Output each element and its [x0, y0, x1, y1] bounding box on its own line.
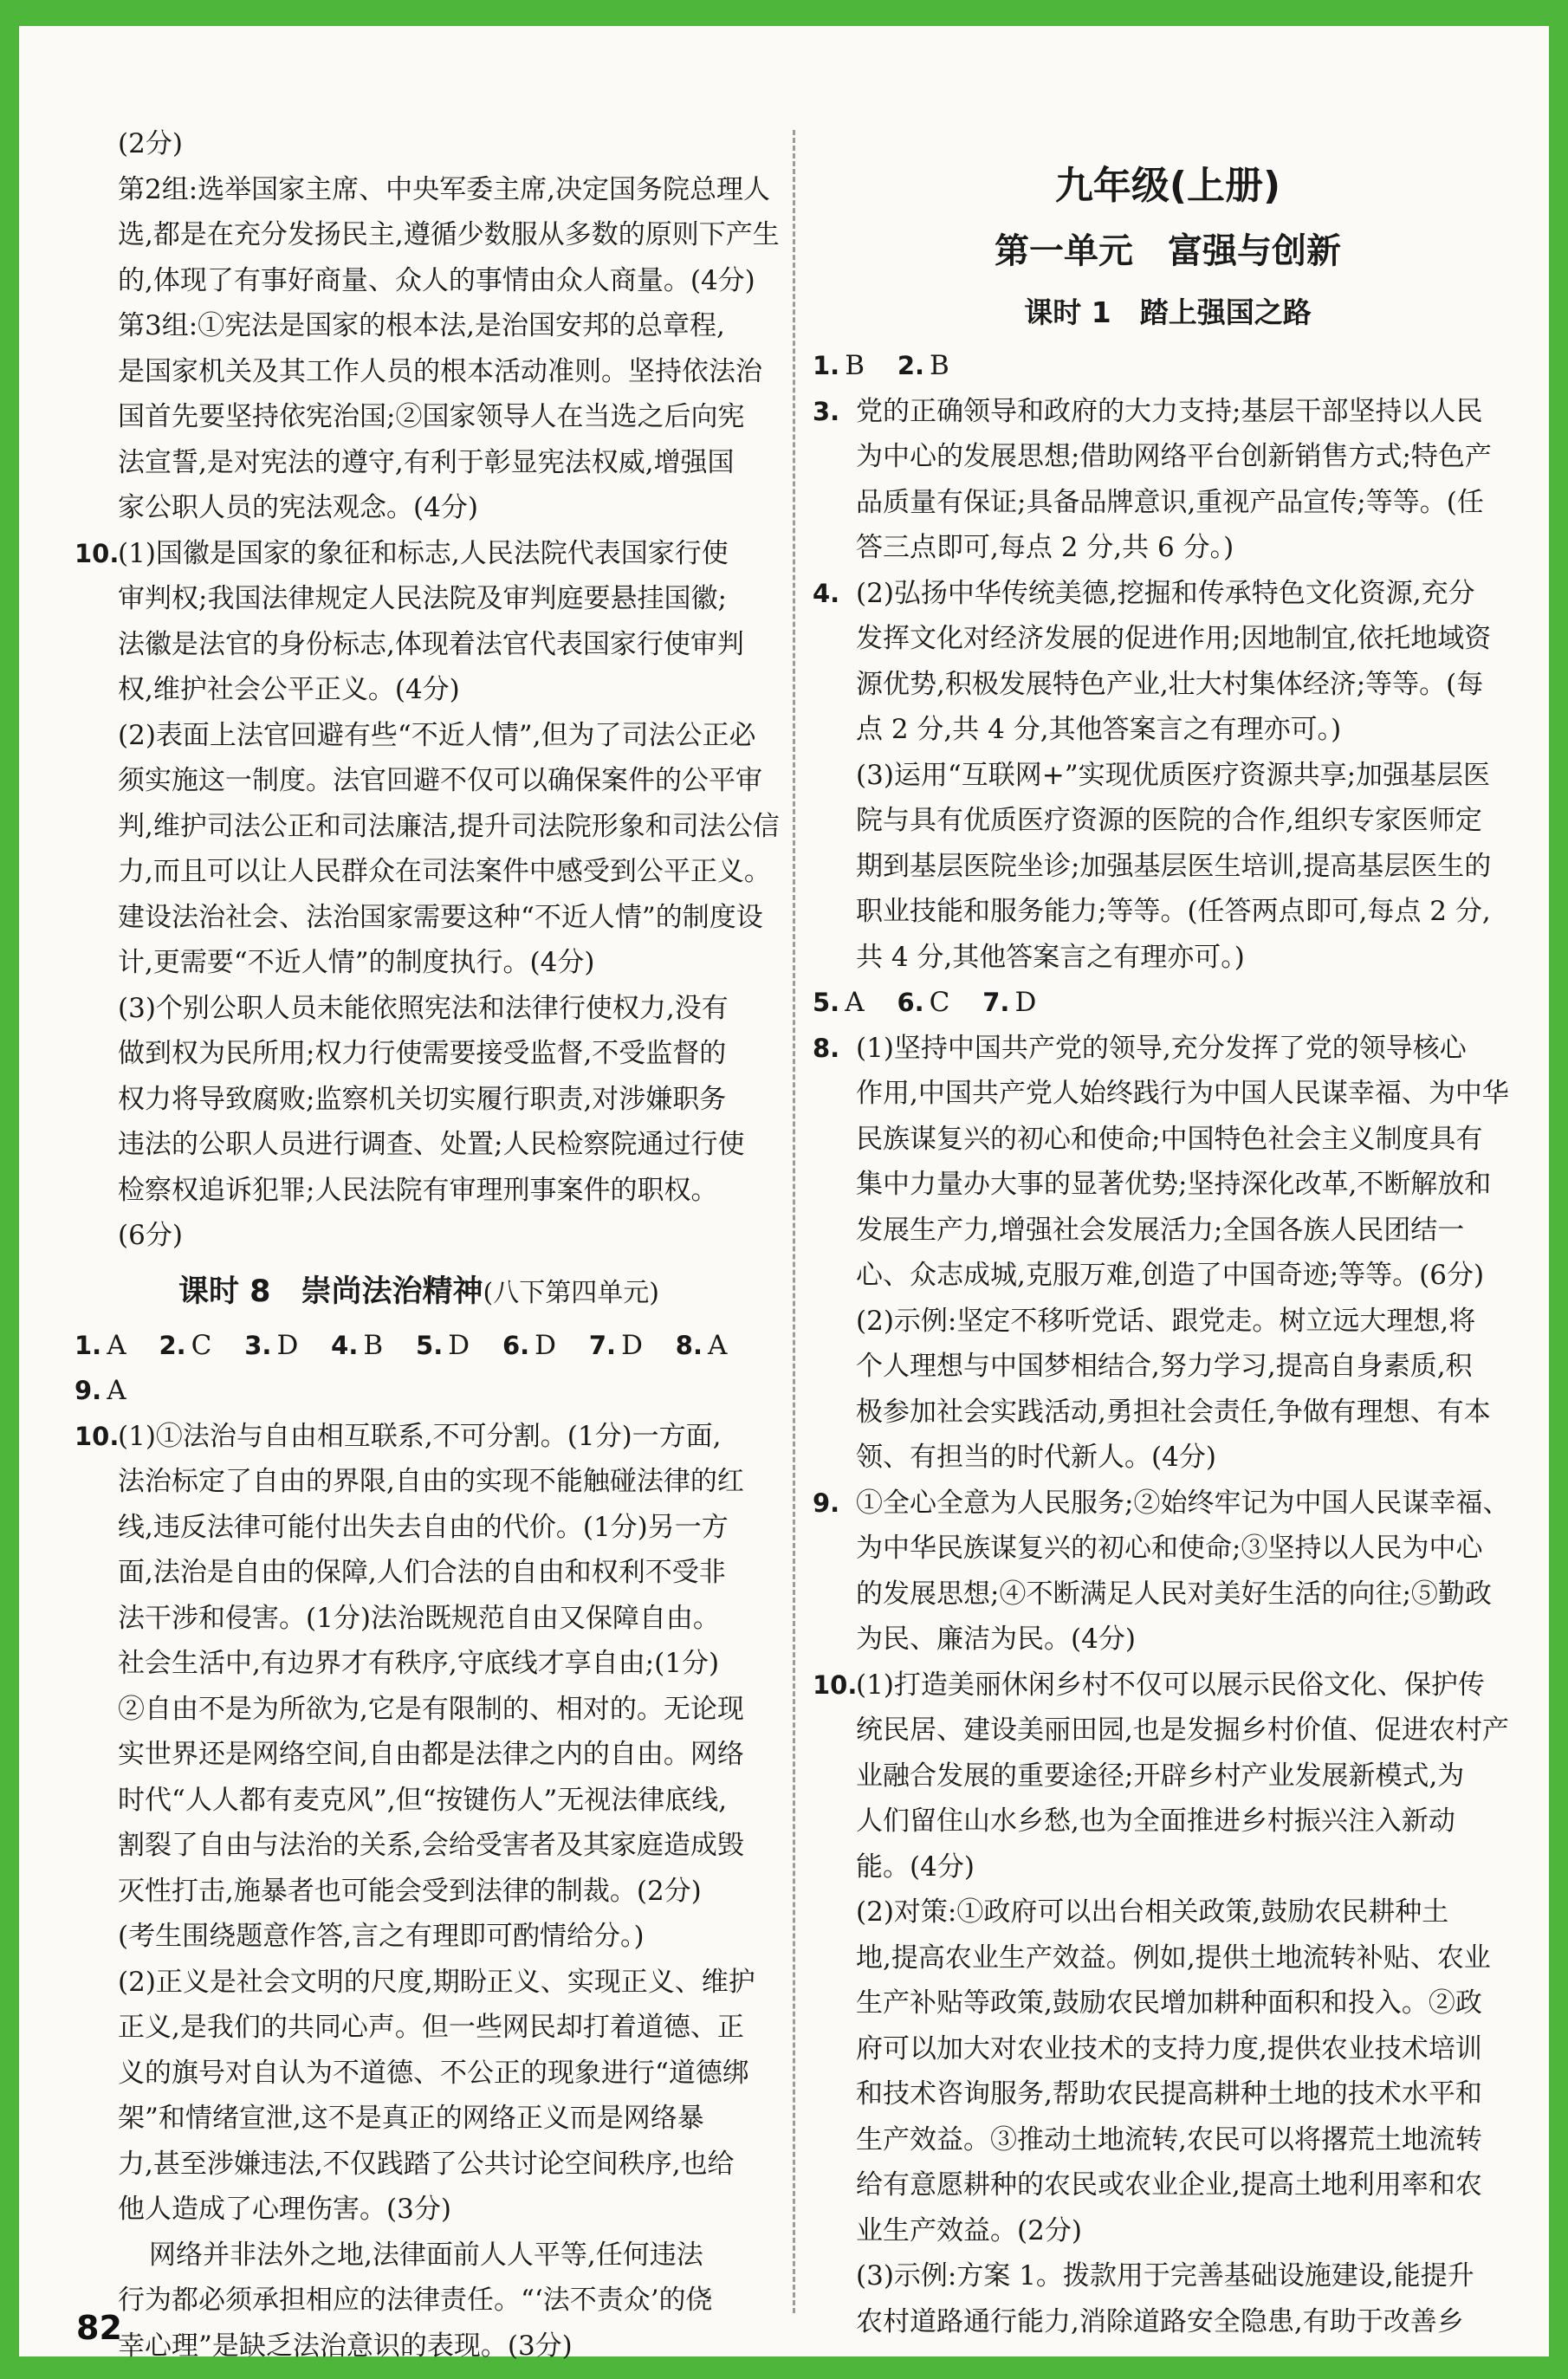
text-line: 人们留住山水乡愁,也为全面推进乡村振兴注入新动	[856, 1805, 1455, 1837]
choice-number: 1.	[813, 351, 840, 380]
text-line: 领、有担当的时代新人。(4分)	[856, 1442, 1216, 1473]
text-line: 义的旗号对自认为不道德、不公正的现象进行“道德绑	[118, 2057, 749, 2089]
question-number: 8.	[813, 1033, 840, 1063]
text-line: 品质量有保证;具备品牌意识,重视产品宣传;等等。(任	[856, 486, 1484, 518]
text-line: 判,维护司法公正和司法廉洁,提升司法院形象和司法公信	[118, 810, 780, 842]
answer-item-8	[813, 1026, 1523, 1481]
text-line: (1)国徽是国家的象征和标志,人民法院代表国家行使	[118, 537, 729, 569]
text-line: (3)个别公职人员未能依照宪法和法律行使权力,没有	[118, 992, 729, 1024]
choice-number: 4.	[331, 1330, 359, 1360]
lesson-title: 课时 8 崇尚法治精神	[178, 1274, 483, 1309]
text-line: (2)对策:①政府可以出台相关政策,鼓励农民耕种土	[856, 1896, 1449, 1928]
question-number: 10.	[75, 538, 120, 568]
question-number: 9.	[813, 1488, 840, 1518]
text-line: 法徽是法官的身份标志,体现着法官代表国家行使审判	[118, 628, 744, 660]
text-line: 行为都必须承担相应的法律责任。“‘法不责众’的侥	[118, 2285, 713, 2316]
text-line: 为民、廉洁为民。(4分)	[856, 1624, 1136, 1655]
text-line: (3)示例:方案 1。拨款用于完善基础设施建设,能提升	[856, 2260, 1474, 2291]
answer-item-10-a	[75, 531, 785, 1259]
choice-number: 2.	[159, 1330, 186, 1360]
text-line: 党的正确领导和政府的大力支持;基层干部坚持以人民	[856, 395, 1483, 427]
text-line: 统民居、建设美丽田园,也是发掘乡村价值、促进农村产	[856, 1715, 1509, 1746]
text-line: 割裂了自由与法治的关系,会给受害者及其家庭造成毁	[118, 1830, 744, 1861]
text-line: 家公职人员的宪法观念。(4分)	[118, 492, 478, 523]
text-line: 的,体现了有事好商量、众人的事情由众人商量。(4分)	[118, 264, 755, 296]
column-divider	[793, 130, 795, 2313]
choice-answer: A	[845, 987, 865, 1018]
text-line: 力,甚至涉嫌违法,不仅践踏了公共讨论空间秩序,也给	[118, 2148, 735, 2180]
text-line: ②自由不是为所欲为,它是有限制的、相对的。无论现	[118, 1693, 744, 1725]
text-line: 共 4 分,其他答案言之有理亦可。)	[856, 941, 1245, 973]
text-line: 实世界还是网络空间,自由都是法律之内的自由。网络	[118, 1739, 744, 1770]
text-line: (2)示例:坚定不移听党话、跟党走。树立远大理想,将	[856, 1305, 1476, 1337]
text-line: 源优势,积极发展特色产业,壮大村集体经济;等等。(每	[856, 668, 1484, 700]
choice-answer: D	[448, 1329, 470, 1361]
left-top-block	[75, 121, 785, 531]
choice-answers-row	[813, 343, 1523, 389]
text-line: (3)运用“互联网+”实现优质医疗资源共享;加强基层医	[856, 759, 1491, 791]
page-number: 82	[76, 2309, 122, 2347]
choice-number: 2.	[897, 351, 925, 380]
right-column	[813, 121, 1523, 2344]
text-line: (1)①法治与自由相互联系,不可分割。(1分)一方面,	[118, 1420, 722, 1452]
choice-answer: D	[535, 1329, 556, 1361]
choice-answer: B	[930, 350, 949, 381]
text-line: 极参加社会实践活动,勇担社会责任,争做有理想、有本	[856, 1396, 1491, 1428]
text-line: (6分)	[118, 1220, 183, 1251]
text-line: 发挥文化对经济发展的促进作用;因地制宜,依托地域资	[856, 623, 1492, 654]
text-line: 面,法治是自由的保障,人们合法的自由和权利不受非	[118, 1557, 726, 1588]
text-line: 国首先要坚持依宪治国;②国家领导人在当选之后向宪	[118, 401, 745, 432]
choice-number: 1.	[75, 1330, 102, 1360]
text-line: (2)正义是社会文明的尺度,期盼正义、实现正义、维护	[118, 1966, 755, 1998]
text-line: 给有意愿耕种的农民或农业企业,提高土地利用率和农	[856, 2169, 1482, 2201]
grade-title: 九年级(上册)	[1054, 164, 1281, 208]
text-line: 点 2 分,共 4 分,其他答案言之有理亦可。)	[856, 714, 1342, 745]
text-line: 心、众志成城,克服万难,创造了中国奇迹;等等。(6分)	[856, 1260, 1485, 1291]
choice-number: 3.	[244, 1330, 272, 1360]
choice-answer: A	[107, 1375, 126, 1406]
choice-answer: B	[845, 350, 865, 381]
text-line: 法治标定了自由的界限,自由的实现不能触碰法律的红	[118, 1466, 744, 1497]
choice-number: 8.	[675, 1330, 703, 1360]
text-line: 正义,是我们的共同心声。但一些网民却打着道德、正	[118, 2012, 744, 2043]
text-line: (2)弘扬中华传统美德,挖掘和传承特色文化资源,充分	[856, 577, 1475, 609]
choice-answer: C	[929, 987, 950, 1018]
choice-answer: C	[191, 1329, 212, 1361]
text-line: 第2组:选举国家主席、中央军委主席,决定国务院总理人	[118, 173, 771, 205]
text-line: 架”和情绪宣泄,这不是真正的网络正义而是网络暴	[118, 2103, 704, 2134]
text-line: 力,而且可以让人民群众在司法案件中感受到公平正义。	[118, 856, 771, 887]
question-number: 3.	[813, 396, 840, 426]
text-line: 业生产效益。(2分)	[856, 2214, 1082, 2246]
text-line: 能。(4分)	[856, 1851, 975, 1883]
choice-answer: D	[276, 1329, 299, 1361]
text-line: 他人造成了心理伤害。(3分)	[118, 2194, 451, 2225]
answer-item-4	[813, 571, 1523, 981]
text-line: 违法的公职人员进行调查、处置;人民检察院通过行使	[118, 1129, 745, 1160]
text-line: 幸心理”是缺乏法治意识的表现。(3分)	[118, 2330, 573, 2362]
text-line: 个人理想与中国梦相结合,努力学习,提高自身素质,积	[856, 1351, 1473, 1382]
text-line: 须实施这一制度。法官回避不仅可以确保案件的公平审	[118, 765, 762, 796]
text-line: 地,提高农业生产效益。例如,提供土地流转补贴、农业	[856, 1941, 1491, 1974]
text-line: 生产效益。③推动土地流转,农民可以将撂荒土地流转	[856, 2123, 1482, 2155]
text-line: ①全心全意为人民服务;②始终牢记为中国人民谋幸福、	[856, 1487, 1510, 1519]
question-number: 4.	[813, 578, 840, 608]
choice-answer: A	[707, 1329, 728, 1361]
answer-item-10-c	[813, 1663, 1523, 2345]
text-line: (2)表面上法官回避有些“不近人情”,但为了司法公正必	[118, 719, 756, 751]
question-number: 10.	[813, 1669, 858, 1700]
lesson-subtitle: (八下第四单元)	[483, 1277, 659, 1308]
answer-page	[19, 26, 1549, 2362]
choice-answer: B	[363, 1329, 384, 1361]
text-line: 期到基层医院坐诊;加强基层医生培训,提高基层医生的	[856, 850, 1492, 882]
text-line: 为中华民族谋复兴的初心和使命;③坚持以人民为中心	[856, 1533, 1483, 1564]
text-line: 权力将导致腐败;监察机关切实履行职责,对涉嫌职务	[118, 1083, 727, 1115]
lesson-1-heading: 课时 1 踏上强国之路	[1024, 295, 1312, 329]
text-line: 民族谋复兴的初心和使命;中国特色社会主义制度具有	[856, 1123, 1483, 1155]
choice-number: 5.	[416, 1330, 444, 1360]
text-line: 府可以加大对农业技术的支持力度,提供农业技术培训	[856, 2032, 1482, 2065]
choice-answers-row	[813, 980, 1523, 1026]
choice-answer: D	[621, 1329, 643, 1361]
text-line: (2分)	[118, 128, 183, 159]
text-line: 为中心的发展思想;借助网络平台创新销售方式;特色产	[856, 441, 1492, 472]
choice-answer: A	[107, 1329, 126, 1361]
text-line: 权,维护社会公平正义。(4分)	[118, 674, 460, 705]
left-column	[75, 121, 785, 2369]
text-line: 作用,中国共产党人始终践行为中国人民谋幸福、为中华	[856, 1078, 1509, 1109]
text-line: 建设法治社会、法治国家需要这种“不近人情”的制度设	[118, 901, 763, 933]
unit-title: 第一单元 富强与创新	[995, 231, 1341, 271]
text-line: 做到权为民所用;权力行使需要接受监督,不受监督的	[118, 1038, 727, 1069]
text-line: 计,更需要“不近人情”的制度执行。(4分)	[118, 947, 595, 978]
choice-number: 5.	[813, 988, 840, 1017]
text-line: 生产补贴等政策,鼓励农民增加耕种面积和投入。②政	[856, 1987, 1482, 2019]
choice-number: 6.	[502, 1330, 530, 1360]
text-line: 选,都是在充分发扬民主,遵循少数服从多数的原则下产生	[118, 219, 780, 250]
text-line: 和技术咨询服务,帮助农民提高耕种土地的技术水平和	[856, 2078, 1482, 2110]
text-line: 职业技能和服务能力;等等。(任答两点即可,每点 2 分,	[856, 896, 1491, 927]
text-line: 的发展思想;④不断满足人民对美好生活的向往;⑤勤政	[856, 1578, 1492, 1610]
text-line: 业融合发展的重要途径;开辟乡村产业发展新模式,为	[856, 1760, 1465, 1792]
text-line: (1)坚持中国共产党的领导,充分发挥了党的领导核心	[856, 1032, 1467, 1064]
text-line: 是国家机关及其工作人员的根本活动准则。坚持依法治	[118, 355, 762, 387]
text-line: 答三点即可,每点 2 分,共 6 分。)	[856, 532, 1234, 563]
choice-number: 7.	[982, 988, 1010, 1017]
text-line: (1)打造美丽休闲乡村不仅可以展示民俗文化、保护传	[856, 1669, 1485, 1701]
text-line: 检察权追诉犯罪;人民法院有审理刑事案件的职权。	[118, 1174, 718, 1206]
text-line: 法宣誓,是对宪法的遵守,有利于彰显宪法权威,增强国	[118, 446, 735, 478]
text-line: 院与具有优质医疗资源的医院的合作,组织专家医师定	[856, 805, 1482, 836]
answer-item-9	[813, 1481, 1523, 1663]
text-line: 社会生活中,有边界才有秩序,守底线才享自由;(1分)	[118, 1648, 720, 1679]
text-line: 审判权;我国法律规定人民法院及审判庭要悬挂国徽;	[118, 583, 727, 614]
text-line: 发展生产力,增强社会发展活力;全国各族人民团结一	[856, 1214, 1465, 1246]
choice-number: 7.	[588, 1330, 617, 1360]
answer-item-10-b	[75, 1414, 785, 2369]
lesson-8-heading	[75, 1266, 785, 1319]
answer-item-3	[813, 389, 1523, 571]
text-line: 农村道路通行能力,消除道路安全隐患,有助于改善乡	[856, 2305, 1464, 2337]
text-line: 集中力量办大事的显著优势;坚持深化改革,不断解放和	[856, 1169, 1492, 1200]
text-line: 网络并非法外之地,法律面前人人平等,任何违法	[149, 2239, 703, 2271]
text-line: 线,违反法律可能付出失去自由的代价。(1分)另一方	[118, 1511, 729, 1543]
choice-answers-row	[75, 1323, 785, 1369]
question-number: 10.	[75, 1421, 120, 1451]
choice-number: 9.	[75, 1376, 102, 1405]
text-line: 时代“人人都有麦克风”,但“按键伤人”无视法律底线,	[118, 1784, 728, 1816]
choice-answer: D	[1014, 987, 1037, 1018]
text-line: 第3组:①宪法是国家的根本法,是治国安邦的总章程,	[118, 310, 725, 341]
text-line: 法干涉和侵害。(1分)法治既规范自由又保障自由。	[118, 1602, 720, 1634]
text-line: 灭性打击,施暴者也可能会受到法律的制裁。(2分)	[118, 1875, 702, 1907]
choice-number: 6.	[897, 988, 924, 1017]
choice-answers-row	[75, 1368, 785, 1414]
text-line: (考生围绕题意作答,言之有理即可酌情给分。)	[118, 1921, 645, 1952]
